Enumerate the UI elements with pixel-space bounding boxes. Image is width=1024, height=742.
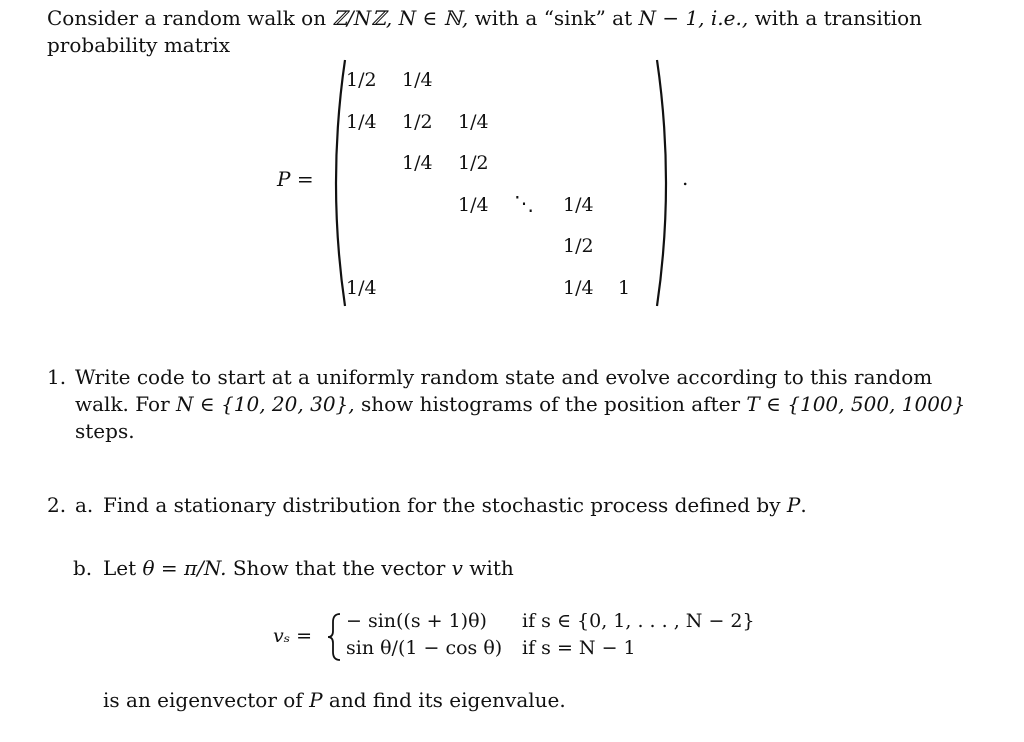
item-2b-text-1: Let — [103, 556, 143, 580]
matrix-lhs: P = — [277, 167, 314, 191]
item-2a-math: P — [786, 493, 801, 517]
matrix-entry: 1/4 — [458, 111, 489, 133]
matrix-entry: 1/2 — [458, 152, 489, 174]
item-2a-label: a. — [75, 493, 94, 517]
item-2b-text-2: Show that the vector — [226, 556, 452, 580]
intro-math-2: N − 1, — [638, 6, 705, 30]
item-1-line-1 — [75, 367, 932, 387]
cases-row-2-cond: if s = N − 1 — [522, 637, 636, 659]
matrix-entry: 1/4 — [402, 69, 433, 91]
matrix-end-period: . — [682, 166, 689, 190]
matrix-entry: 1/4 — [563, 194, 594, 216]
matrix-entry: 1/4 — [346, 277, 377, 299]
item-2b-label: b. — [73, 556, 93, 580]
item-1-text-3: show histograms of the position after — [354, 392, 747, 416]
item-2-number: 2. — [47, 493, 67, 517]
cases-row-2-expr: sin θ/(1 − cos θ) — [346, 637, 503, 659]
matrix-entry: 1 — [618, 277, 631, 299]
item-1-number: 1. — [47, 365, 67, 389]
intro-text-1: Consider a random walk on — [47, 6, 333, 30]
cases-row-1-cond: if s ∈ {0, 1, . . . , N − 2} — [522, 610, 755, 632]
item-2a-text — [103, 495, 807, 515]
matrix-entry: 1/2 — [563, 235, 594, 257]
matrix-entry: 1/2 — [402, 111, 433, 133]
matrix-entry: 1/4 — [402, 152, 433, 174]
item-1-text-1: Write code to start at a uniformly random state and evolve according to this random — [75, 365, 933, 389]
closing-text-1: is an eigenvector of — [103, 688, 310, 712]
item-2b-text — [103, 558, 514, 578]
matrix-right-paren — [655, 58, 677, 308]
intro-text-3: with a transition — [748, 6, 923, 30]
matrix-entry: 1/4 — [458, 194, 489, 216]
intro-math-1: ℤ/Nℤ, N ∈ ℕ, — [332, 6, 469, 30]
item-1-text-2: walk. For — [75, 392, 177, 416]
intro-line-2: probability matrix — [47, 33, 230, 57]
cases-row-1-expr: − sin((s + 1)θ) — [346, 610, 487, 632]
item-2b-math-1: θ = π/N. — [142, 556, 227, 580]
intro-text-2: with a “sink” at — [468, 6, 639, 30]
item-2b-text-3: with — [462, 556, 514, 580]
matrix-diagonal-dots: ⋱ — [514, 191, 534, 215]
cases-lhs: vₛ = — [273, 625, 313, 647]
item-1-line-3: steps. — [75, 419, 135, 443]
item-2a-text-1: Find a stationary distribution for the stochastic process defined by — [103, 493, 787, 517]
closing-math: P — [309, 688, 323, 712]
intro-line-1 — [47, 8, 922, 28]
item-1-line-2 — [75, 394, 965, 414]
item-1-math-2: T ∈ {100, 500, 1000} — [746, 392, 966, 416]
cases-left-brace — [327, 612, 343, 662]
item-2a-text-2: . — [800, 493, 807, 517]
intro-text-ie: i.e., — [704, 6, 749, 30]
item-2b-math-2: v — [451, 556, 463, 580]
closing-text-2: and find its eigenvalue. — [322, 688, 566, 712]
item-2b-closing — [103, 690, 566, 710]
matrix-entry: 1/2 — [346, 69, 377, 91]
matrix-entry: 1/4 — [346, 111, 377, 133]
matrix-entry: 1/4 — [563, 277, 594, 299]
item-1-math-1: N ∈ {10, 20, 30}, — [176, 392, 355, 416]
matrix-left-paren — [325, 58, 347, 308]
